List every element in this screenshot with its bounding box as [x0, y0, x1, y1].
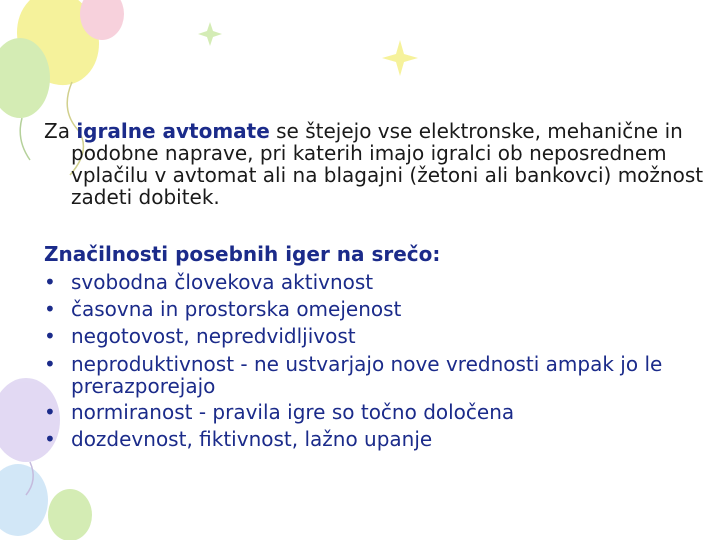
bullet-icon: •	[44, 427, 56, 451]
list-item	[44, 350, 704, 399]
green-balloon-icon-bottom	[48, 489, 92, 540]
list-item	[44, 399, 704, 426]
paragraph-term: igralne avtomate	[76, 119, 270, 143]
intro-paragraph	[44, 120, 704, 208]
paragraph-rest: se štejejo vse elektronske, mehanične in podobne naprave, pri katerih imajo igralci ob neposrednem vplačilu v avtomat ali na blagajni (žetoni ali bankovci) možnost zadeti dobitek.	[71, 119, 704, 209]
list-item-text: negotovost, nepredvidljivost	[71, 324, 356, 348]
list-item	[44, 323, 704, 350]
features-list	[44, 269, 704, 453]
list-item-text: dozdevnost, fiktivnost, lažno upanje	[71, 427, 433, 451]
bullet-icon: •	[44, 400, 56, 424]
list-item-text: normiranost - pravila igre so točno določena	[71, 400, 515, 424]
bullet-icon: •	[44, 352, 56, 376]
blue-balloon-icon	[0, 464, 48, 536]
paragraph-prefix: Za	[44, 119, 77, 143]
list-item-text: svobodna človekova aktivnost	[71, 270, 374, 294]
list-item	[44, 269, 704, 296]
list-item-text: časovna in prostorska omejenost	[71, 297, 402, 321]
list-item	[44, 426, 704, 453]
list-item-text: neproduktivnost - ne ustvarjajo nove vrednosti ampak jo le prerazporejajo	[71, 352, 663, 398]
list-item	[44, 296, 704, 323]
slide-content	[44, 120, 704, 453]
bullet-icon: •	[44, 324, 56, 348]
features-heading: Značilnosti posebnih iger na srečo:	[44, 242, 441, 266]
bullet-icon: •	[44, 270, 56, 294]
bullet-icon: •	[44, 297, 56, 321]
